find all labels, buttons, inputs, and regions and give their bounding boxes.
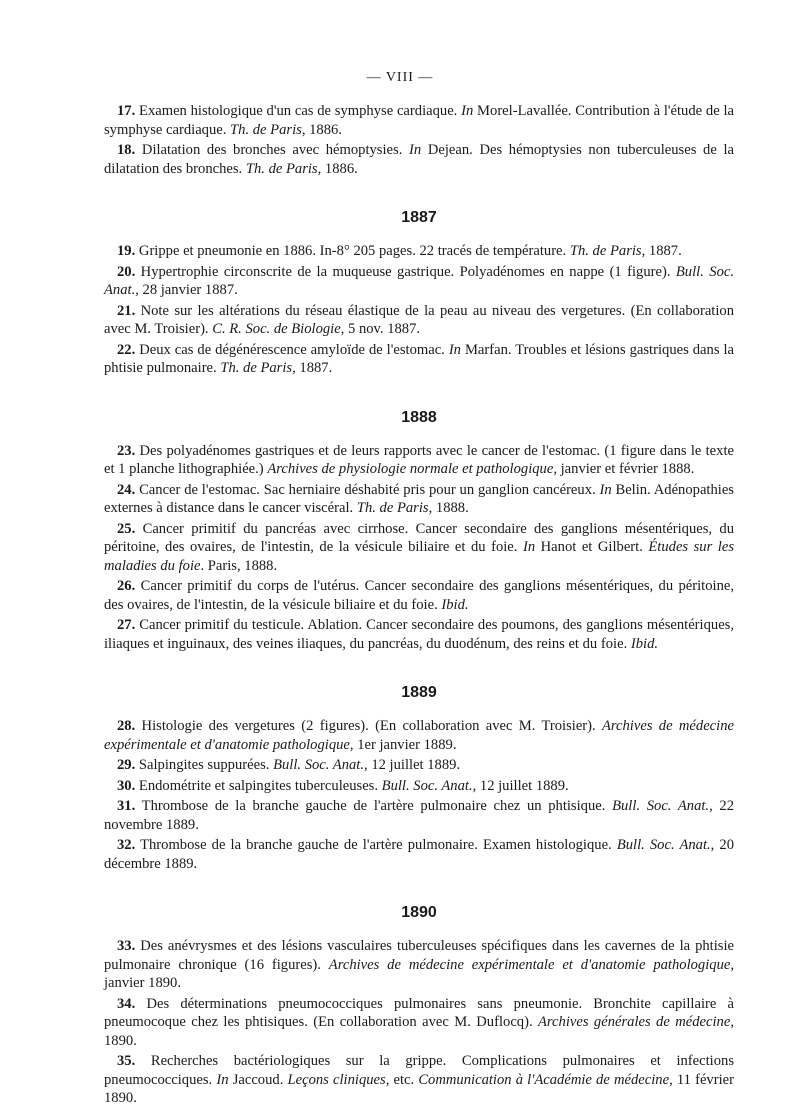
entry-text: Des polyadénomes gastriques et de leurs rapports avec le cancer de l'estomac. (1 figure dans le texte et 1 planche lithographiée.) xyxy=(104,442,734,477)
entry-number: 17. xyxy=(117,103,136,119)
bibliography-entry xyxy=(104,302,734,339)
entry-text: Note sur les altérations du réseau élastique de la peau au niveau des vergetures. (En collaboration avec M. Troisier). xyxy=(104,302,734,337)
entry-text: Dejean. Des hémoptysies non tuberculeuses de la dilatation des bronches. xyxy=(104,142,734,177)
entry-text: Hypertrophie circonscrite de la muqueuse gastrique. Polyadénomes en nappe (1 figure). xyxy=(135,263,676,280)
entry-citation-italic: Th. de Paris xyxy=(220,360,293,376)
entry-number: 29. xyxy=(117,757,136,773)
entry-citation-italic: Archives générales de médecine xyxy=(538,1014,731,1030)
entry-citation-italic: Th. de Paris xyxy=(569,243,642,259)
entry-number: 30. xyxy=(117,777,136,794)
bibliography-entry xyxy=(104,341,734,378)
entry-text: Grippe et pneumonie en 1886. In-8° 205 pages. 22 tracés de température. xyxy=(135,243,570,259)
entry-text: Recherches bactériologiques sur la grippe. Complications pulmonaires et infections pneumococciques. xyxy=(104,1053,734,1088)
bibliography-entry xyxy=(104,442,734,479)
entry-number: 24. xyxy=(117,481,136,498)
entry-text: , 11 février 1890. xyxy=(104,1071,734,1106)
entry-text: Cancer de l'estomac. Sac herniaire déshabité pris pour un ganglion cancéreux. xyxy=(135,481,600,498)
entry-number: 31. xyxy=(117,798,136,814)
entry-text: Thrombose de la branche gauche de l'artère pulmonaire. Examen histologique. xyxy=(135,837,617,853)
entry-citation-italic: Bull. Soc. Anat. xyxy=(616,837,711,853)
entry-number: 28. xyxy=(117,718,136,734)
entry-text: Des déterminations pneumococciques pulmonaires sans pneumonie. Bronchite capillaire à pneumocoque chez les phtisiques. (En collaboration avec M. Duflocq). xyxy=(104,995,734,1030)
entry-citation-italic: Th. de Paris xyxy=(245,160,318,177)
year-heading: 1887 xyxy=(401,209,437,226)
bibliography-entry xyxy=(104,717,734,754)
entry-text: , 1886. xyxy=(301,121,342,138)
entry-text: Cancer primitif du corps de l'utérus. Cancer secondaire des ganglions mésentériques, du péritoine, des ovaires, de l'intestin, de la vésicule biliaire et du foie. xyxy=(104,578,734,613)
entry-citation-italic: In xyxy=(448,341,461,358)
entry-citation-italic: Ibid. xyxy=(630,635,659,652)
entry-citation-italic: Bull. Soc. Anat. xyxy=(612,798,710,814)
entry-text: Thrombose de la branche gauche de l'artère pulmonaire chez un phtisique. xyxy=(135,798,613,814)
entry-citation-italic: Bull. Soc. Anat. xyxy=(104,263,734,298)
entry-number: 23. xyxy=(117,442,136,459)
entry-citation-italic: In xyxy=(522,539,536,555)
bibliography-entry xyxy=(104,797,734,834)
bibliography-entry xyxy=(104,1052,734,1108)
entry-text: , 1er janvier 1889. xyxy=(349,736,457,753)
entry-text: Deux cas de dégénérescence amyloïde de l'estomac. xyxy=(135,341,449,358)
entry-text: , 1886. xyxy=(317,160,358,177)
entry-text: , 12 juillet 1889. xyxy=(364,757,461,773)
entry-text: , 20 décembre 1889. xyxy=(104,837,735,872)
entry-citation-italic: In xyxy=(599,481,612,498)
entry-citation-italic: C. R. Soc. de Biologie xyxy=(212,321,341,337)
entry-text: . Paris, 1888. xyxy=(200,557,278,574)
entry-text: , 1887. xyxy=(292,360,333,376)
entry-text: , 5 nov. 1887. xyxy=(340,321,421,337)
entry-citation-italic: Archives de physiologie normale et pathologique xyxy=(267,461,554,477)
entry-text: , 12 juillet 1889. xyxy=(472,777,569,794)
entry-number: 35. xyxy=(117,1053,136,1069)
entry-number: 19. xyxy=(117,243,136,259)
bibliography-entry xyxy=(104,102,734,139)
entry-text: , 1887. xyxy=(641,243,682,259)
entry-text: Marfan. Troubles et lésions gastriques dans la phtisie pulmonaire. xyxy=(104,341,734,376)
bibliography-entry xyxy=(104,836,734,873)
entry-number: 20. xyxy=(117,263,136,280)
entry-text: Examen histologique d'un cas de symphyse cardiaque. xyxy=(135,103,462,119)
entry-text: Cancer primitif du pancréas avec cirrhose. Cancer secondaire des ganglions mésentériques, du péritoine, des ovaires, de l'intestin, de la vésicule biliaire et du foie. xyxy=(104,520,734,555)
entry-text: Salpingites suppurées. xyxy=(135,757,274,773)
entry-text: Dilatation des bronches avec hémoptysies. xyxy=(135,142,409,158)
entry-number: 26. xyxy=(117,578,136,594)
bibliography-entry xyxy=(104,756,734,775)
entry-citation-italic: Études sur les maladies du foie xyxy=(104,539,734,574)
entry-text: Jaccoud. xyxy=(228,1071,288,1088)
entry-text: , etc. xyxy=(385,1071,419,1088)
entry-number: 33. xyxy=(117,938,136,954)
entry-citation-italic: Leçons cliniques xyxy=(287,1071,386,1088)
entry-text: , 22 novembre 1889. xyxy=(104,798,735,833)
entry-citation-italic: Th. de Paris xyxy=(230,121,302,138)
entry-citation-italic: Archives de médecine expérimentale et d'anatomie pathologique xyxy=(328,956,731,973)
bibliography-entry xyxy=(104,242,734,261)
entry-citation-italic: Bull. Soc. Anat. xyxy=(273,757,365,773)
year-heading: 1888 xyxy=(401,408,437,426)
entry-text: Morel-Lavallée. Contribution à l'étude de la symphyse cardiaque. xyxy=(104,103,734,138)
entry-number: 21. xyxy=(117,302,136,319)
entry-text: Histologie des vergetures (2 figures). (En collaboration avec M. Troisier). xyxy=(135,718,602,734)
entry-text: Des anévrysmes et des lésions vasculaires tuberculeuses spécifiques dans les cavernes de la phtisie pulmonaire chronique (16 figures). xyxy=(104,938,734,973)
bibliography-entry xyxy=(104,520,734,576)
year-heading: 1890 xyxy=(401,904,437,921)
year-heading: 1889 xyxy=(401,684,437,701)
entry-text: , janvier 1890. xyxy=(104,956,735,991)
entry-text: Belin. Adénopathies externes à distance dans le cancer viscéral. xyxy=(104,481,734,516)
entry-citation-italic: Communication à l'Académie de médecine xyxy=(418,1071,670,1088)
entry-citation-italic: In xyxy=(461,103,474,119)
entry-text: Cancer primitif du testicule. Ablation. Cancer secondaire des poumons, des ganglions mésentériques, iliaques et inguinaux, des veines iliaques, du pancréas, du duodénum, des reins et du foie. xyxy=(104,617,734,652)
entry-text: , 28 janvier 1887. xyxy=(135,282,238,298)
entry-citation-italic: In xyxy=(409,142,422,158)
entry-number: 25. xyxy=(117,520,136,537)
bibliography-entry xyxy=(104,263,734,300)
entry-text: Endométrite et salpingites tuberculeuses. xyxy=(135,777,382,794)
entry-text: Hanot et Gilbert. xyxy=(535,539,649,555)
bibliography-entry xyxy=(104,937,734,993)
entry-number: 27. xyxy=(117,617,136,633)
bibliography-entry xyxy=(104,995,734,1051)
entry-number: 32. xyxy=(117,837,136,853)
bibliography-entry xyxy=(104,577,734,614)
bibliography-list xyxy=(104,102,734,1110)
page-number: — VIII — xyxy=(366,70,434,85)
entry-text: , 1888. xyxy=(428,500,469,516)
entry-number: 22. xyxy=(117,341,136,358)
bibliography-entry xyxy=(104,616,734,653)
entry-citation-italic: Ibid. xyxy=(441,596,469,613)
entry-number: 18. xyxy=(117,142,136,158)
bibliography-entry xyxy=(104,777,734,796)
entry-text: , janvier et février 1888. xyxy=(553,461,695,477)
entry-text: , 1890. xyxy=(104,1014,734,1049)
entry-citation-italic: Bull. Soc. Anat. xyxy=(381,777,473,794)
entry-citation-italic: In xyxy=(216,1071,229,1088)
entry-citation-italic: Th. de Paris xyxy=(356,500,429,516)
entry-citation-italic: Archives de médecine expérimentale et d'anatomie pathologique xyxy=(104,718,734,753)
bibliography-entry xyxy=(104,141,734,178)
bibliography-entry xyxy=(104,481,734,518)
entry-number: 34. xyxy=(117,995,136,1012)
